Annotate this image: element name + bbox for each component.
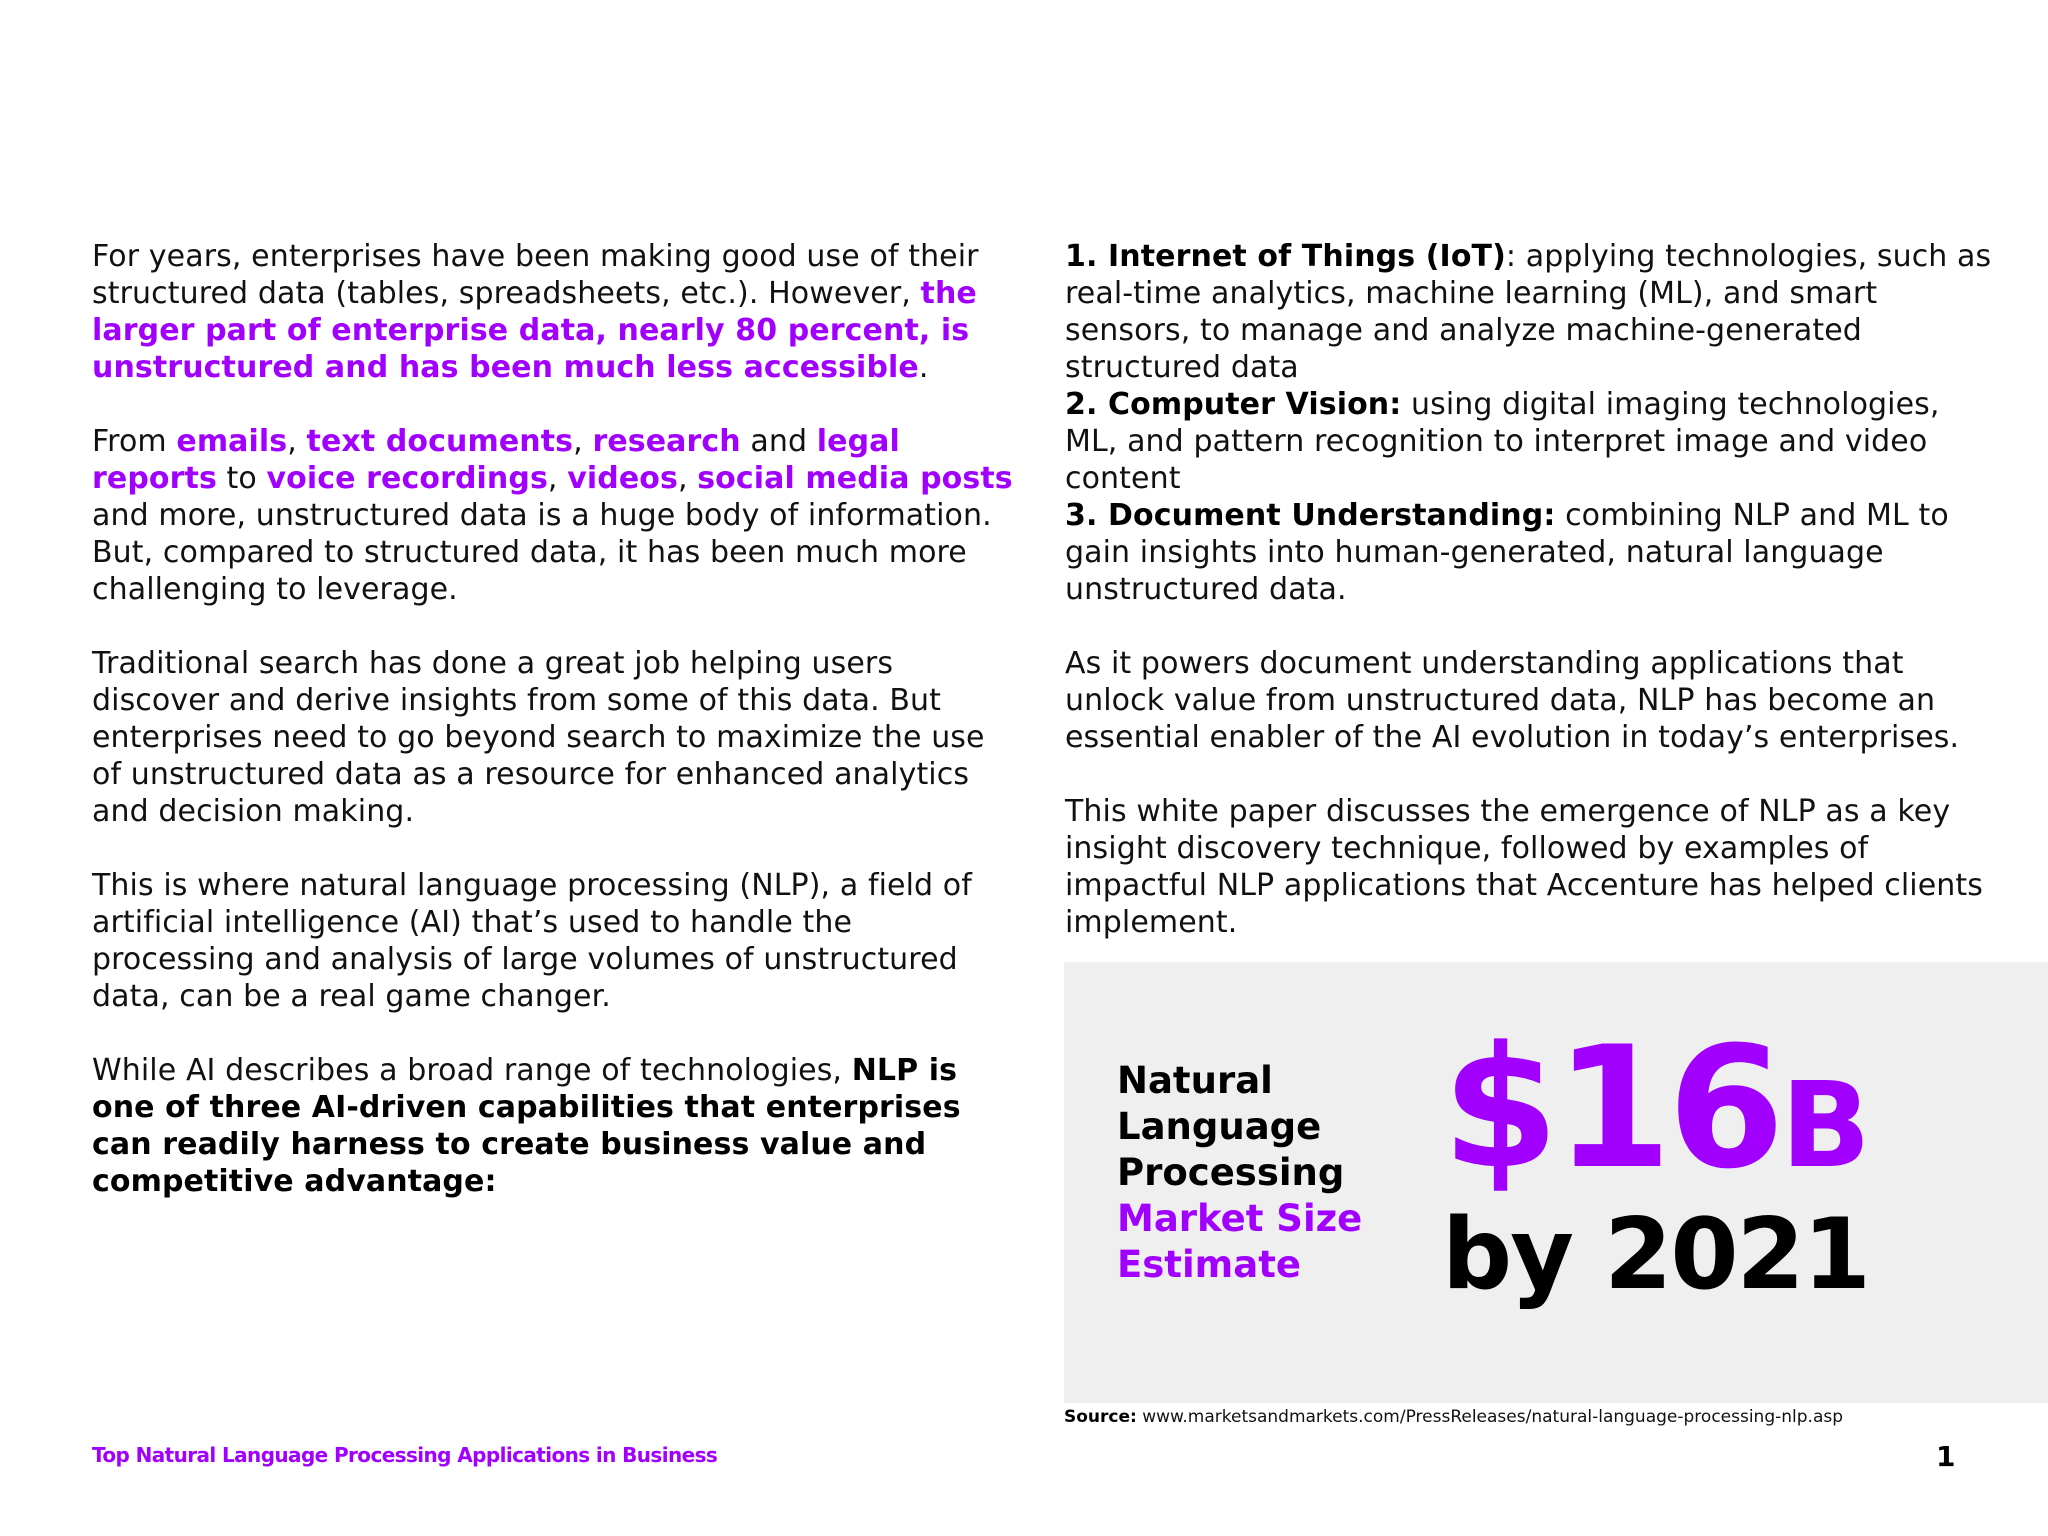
left-column xyxy=(92,238,1022,1237)
market-size-callout xyxy=(1064,962,2048,1403)
right-column xyxy=(1065,238,1995,978)
sources-text: , xyxy=(287,424,307,459)
sources-text: and more, unstructured data is a huge body of information. But, compared to structured data, it has been much more challenging to leverage. xyxy=(92,498,992,607)
capabilities-list xyxy=(1065,238,1995,608)
stat-year: by 2021 xyxy=(1442,1198,1869,1312)
intro-period: . xyxy=(918,350,929,385)
source-citation xyxy=(1064,1406,1843,1428)
stat-label-accent-line: Market Size xyxy=(1117,1197,1363,1240)
list-item-label: 2. Computer Vision: xyxy=(1065,387,1402,422)
capabilities-bold-text: NLP is one of three AI-driven capabilities that enterprises can readily harness to create business value and competitive advantage: xyxy=(92,1053,961,1199)
stat-value-unit: B xyxy=(1780,1056,1871,1194)
stat-label-line: Natural xyxy=(1117,1059,1273,1102)
highlight-research: research xyxy=(592,424,741,459)
highlight-text-documents: text documents xyxy=(306,424,574,459)
sources-text: to xyxy=(216,461,267,496)
sources-text: and xyxy=(740,424,817,459)
sources-text: , xyxy=(677,461,698,496)
stat-label-accent-line: Estimate xyxy=(1117,1243,1301,1286)
enabler-paragraph: As it powers document understanding applications that unlock value from unstructured data, NLP has become an essential enabler of the AI evolution in today’s enterprises. xyxy=(1065,646,1960,755)
source-url: www.marketsandmarkets.com/PressReleases/natural-language-processing-nlp.asp xyxy=(1136,1407,1844,1427)
sources-text: , xyxy=(573,424,593,459)
stat-value-number: $16 xyxy=(1442,1010,1781,1206)
highlight-social-media-posts: social media posts xyxy=(697,461,1013,496)
list-item-text: : applying technologies, such as real-time analytics, machine learning (ML), and smart sensors, to manage and analyze machine-generated structured data xyxy=(1065,239,1992,385)
nlp-definition-paragraph: This is where natural language processing (NLP), a field of artificial intelligence (AI) that’s used to handle the processing and analysis of large volumes of unstructured data, can be a real game changer. xyxy=(92,868,972,1014)
capabilities-text: While AI describes a broad range of technologies, xyxy=(92,1053,852,1088)
unstructured-sources-paragraph xyxy=(92,423,1022,608)
highlight-emails: emails xyxy=(176,424,288,459)
stat-label-line: Processing xyxy=(1117,1151,1345,1194)
list-item-text: combining NLP and ML to gain insights into human-generated, natural language unstructured data. xyxy=(1065,498,1949,607)
list-item-label: 3. Document Understanding: xyxy=(1065,498,1556,533)
list-item-label: 1. Internet of Things (IoT) xyxy=(1065,239,1506,274)
list-item xyxy=(1065,497,1995,608)
sources-text: From xyxy=(92,424,177,459)
stat-value xyxy=(1442,1010,1871,1209)
source-label: Source: xyxy=(1064,1407,1137,1427)
white-paper-paragraph: This white paper discusses the emergence of NLP as a key insight discovery technique, followed by examples of impactful NLP applications that Accenture has helped clients implement. xyxy=(1065,794,1983,940)
page-number: 1 xyxy=(1936,1440,1956,1473)
capabilities-paragraph xyxy=(92,1052,1022,1200)
footer-document-title: Top Natural Language Processing Applications in Business xyxy=(92,1443,718,1467)
stat-label-line: Language xyxy=(1117,1105,1322,1148)
intro-text: For years, enterprises have been making good use of their structured data (tables, spreadsheets, etc.). However, xyxy=(92,239,979,311)
intro-paragraph xyxy=(92,238,1022,386)
list-item xyxy=(1065,238,1995,386)
highlight-voice-recordings: voice recordings xyxy=(266,461,548,496)
highlight-videos: videos xyxy=(567,461,678,496)
sources-text: , xyxy=(547,461,568,496)
list-item xyxy=(1065,386,1995,497)
highlight-legal-reports: legal reports xyxy=(92,424,900,496)
stat-label xyxy=(1117,1058,1362,1288)
intro-highlight: the larger part of enterprise data, nearly 80 percent, is unstructured and has been much less accessible xyxy=(92,276,977,385)
search-paragraph: Traditional search has done a great job helping users discover and derive insights from some of this data. But enterprises need to go beyond search to maximize the use of unstructured data as a resource for enhanced analytics and decision making. xyxy=(92,646,985,829)
list-item-text: using digital imaging technologies, ML, and pattern recognition to interpret image and video content xyxy=(1065,387,1940,496)
